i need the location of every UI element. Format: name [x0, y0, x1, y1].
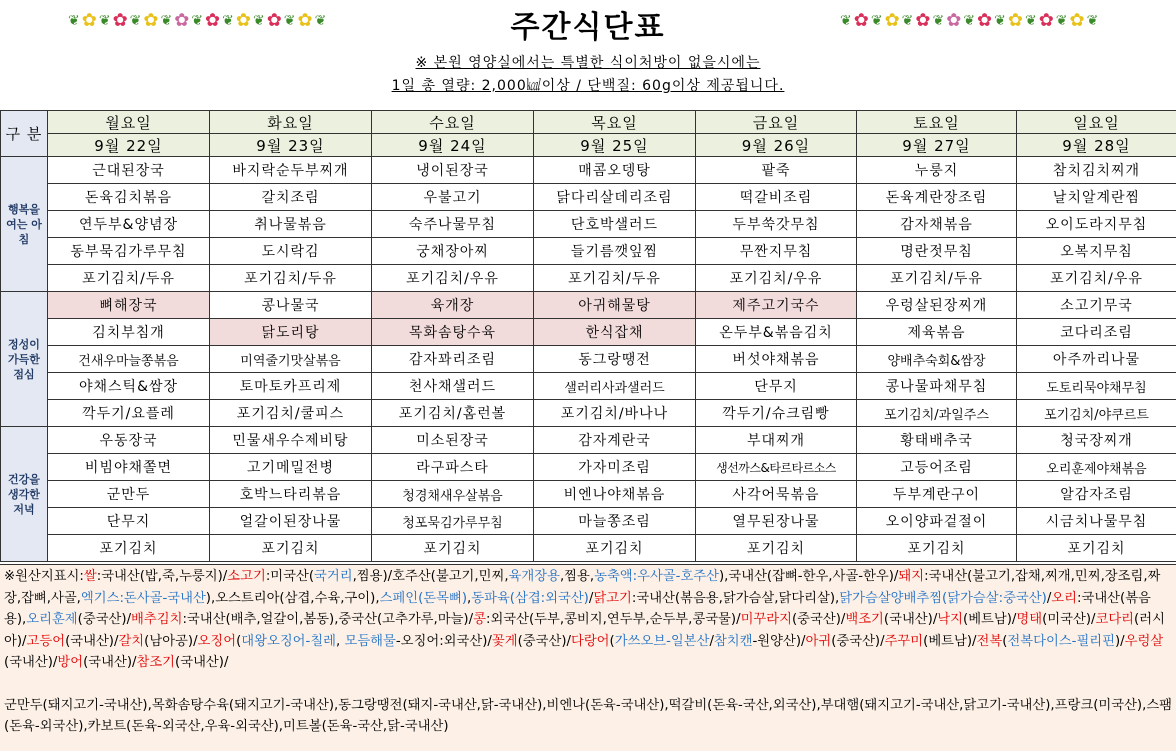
page-header [0, 0, 1176, 110]
menu-cell: 취나물볶음 [210, 211, 372, 238]
origin-segment: , [467, 590, 472, 606]
menu-cell: 냉이된장국 [372, 157, 534, 184]
menu-cell: 라구파스타 [372, 454, 534, 481]
origin-notice [0, 564, 1176, 751]
origin-segment: :국내산(불고기,잡채,찌개,민찌,장조림,짜장,잡뼈,사골, [4, 569, 1161, 606]
menu-cell: 팥죽 [696, 157, 857, 184]
origin-segment: (베트남)/ [923, 633, 977, 649]
origin-segment: / [1046, 590, 1052, 606]
menu-cell: 날치알계란찜 [1017, 184, 1176, 211]
menu-cell: 우불고기 [372, 184, 534, 211]
menu-cell: 떡갈비조림 [696, 184, 857, 211]
menu-cell: 우렁살된장찌개 [857, 292, 1017, 319]
origin-segment: 참조기 [136, 655, 176, 670]
menu-cell: 도토리묵야채무침 [1017, 373, 1176, 400]
day-date: 9월 23일 [210, 134, 372, 157]
origin-segment: (베트남)/ [963, 612, 1017, 627]
menu-cell: 포기김치 [210, 535, 372, 562]
menu-cell: 고등어조림 [857, 454, 1017, 481]
origin-segment: 콩 [473, 612, 486, 627]
menu-cell: 우동장국 [48, 427, 210, 454]
day-name: 수요일 [372, 111, 534, 134]
menu-cell: 호박느타리볶음 [210, 481, 372, 508]
menu-cell: 샐러리사과샐러드 [534, 373, 696, 400]
origin-segment: (중국산)/ [791, 612, 846, 627]
origin-segment: 대왕오징어-칠레 [241, 633, 337, 649]
menu-cell: 동부묵김가루무침 [48, 238, 210, 265]
processed-origin-text: 군만두(돼지고기-국내산),목화솜탕수육(돼지고기-국내산),동그랑땡전(돼지-국내산,닭-국내산),비엔나(돈육-국내산),떡갈비(돈육-국산,외국산),부대햄(돼지고기-국내산,닭고기-국내산),프랑크(미국산),스팸(돈육-외국산),카보트(돈육-외국산,우육-외국산),미트볼(돈육-국산,닭-국내산) [4, 697, 1173, 734]
menu-cell: 포기김치/두유 [857, 265, 1017, 292]
menu-cell: 제육볶음 [857, 319, 1017, 346]
origin-segment: / [709, 633, 714, 649]
menu-cell: 마늘쫑조림 [534, 508, 696, 535]
menu-cell: 포기김치 [696, 535, 857, 562]
menu-cell: 토마토카프리제 [210, 373, 372, 400]
origin-segment: ),오스트리아(삼겹,수육,구이), [205, 590, 380, 606]
menu-cell: 청경채새우살볶음 [372, 481, 534, 508]
menu-cell: 도시락김 [210, 238, 372, 265]
menu-cell: 포기김치 [857, 535, 1017, 562]
menu-cell: 궁채장아찌 [372, 238, 534, 265]
menu-cell: 단무지 [696, 373, 857, 400]
origin-segment: (국내산)/ [175, 655, 229, 670]
menu-cell: 민물새우수제비탕 [210, 427, 372, 454]
origin-segment: :국내산(볶음용), [4, 590, 1151, 627]
origin-segment: ,찜용, [559, 569, 595, 584]
menu-cell: 오복지무침 [1017, 238, 1176, 265]
origin-segment: 오징어 [197, 633, 237, 649]
menu-cell: 연두부&양념장 [48, 211, 210, 238]
menu-cell: 버섯야채볶음 [696, 346, 857, 373]
menu-cell: 군만두 [48, 481, 210, 508]
origin-segment: :미국산( [265, 569, 315, 584]
menu-cell: 포기김치 [372, 535, 534, 562]
menu-cell: 포기김치 [534, 535, 696, 562]
menu-cell: 포기김치/우유 [372, 265, 534, 292]
corner-label: 구 분 [1, 111, 48, 157]
origin-segment: 오리 [1051, 590, 1077, 606]
day-date: 9월 27일 [857, 134, 1017, 157]
menu-cell: 온두부&볶음김치 [696, 319, 857, 346]
origin-segment: ,찜용)/호주산(불고기,민찌, [352, 569, 509, 584]
flower-decoration-right: ❦ ✿ ❦ ✿ ❦ ✿ ❦ ✿ ❦ ✿ ❦ ✿ ❦ ✿ ❦ ✿ ❦ [840, 10, 1099, 31]
menu-cell: 포기김치/야쿠르트 [1017, 400, 1176, 427]
menu-cell: 포기김치/우유 [696, 265, 857, 292]
meal-label-breakfast: 행복을 여는 아침 [1, 157, 48, 292]
menu-cell: 김치부침개 [48, 319, 210, 346]
day-name: 금요일 [696, 111, 857, 134]
origin-segment: 전복 [976, 633, 1003, 649]
origin-segment: (국내산)/ [4, 655, 58, 670]
flower-decoration-left: ❦ ✿ ❦ ✿ ❦ ✿ ❦ ✿ ❦ ✿ ❦ ✿ ❦ ✿ ❦ ✿ ❦ [68, 10, 327, 31]
menu-cell: 갈치조림 [210, 184, 372, 211]
menu-cell: 숙주나물무침 [372, 211, 534, 238]
origin-segment: / [588, 590, 594, 606]
menu-cell: 동그랑땡전 [534, 346, 696, 373]
menu-cell: 콩나물파채무침 [857, 373, 1017, 400]
menu-cell: 포기김치 [1017, 535, 1176, 562]
origin-segment: 아귀 [805, 633, 832, 649]
origin-segment: 방어 [57, 655, 84, 670]
menu-cell: 감자채볶음 [857, 211, 1017, 238]
menu-cell: 양배추숙회&쌈장 [857, 346, 1017, 373]
origin-segment: (국내산)/ [883, 612, 938, 627]
meal-label-dinner: 건강을 생각한 저녁 [1, 427, 48, 562]
origin-segment: 오리훈제 [26, 612, 78, 627]
menu-cell: 포기김치/쿨피스 [210, 400, 372, 427]
origin-segment: 참치캔 [713, 633, 753, 649]
origin-segment: :국내산(밥,죽,누룽지)/ [96, 569, 228, 584]
menu-cell: 두부쑥갓무침 [696, 211, 857, 238]
page-title: 주간식단표 [510, 10, 666, 45]
menu-cell: 건새우마늘쫑볶음 [48, 346, 210, 373]
menu-cell: 포기김치/두유 [48, 265, 210, 292]
origin-segment: 쌀 [83, 569, 97, 584]
menu-cell: 제주고기국수 [696, 292, 857, 319]
origin-segment: ( [609, 633, 615, 649]
origin-segment: 고등어 [26, 633, 66, 649]
menu-cell: 단호박샐러드 [534, 211, 696, 238]
menu-cell: 포기김치/두유 [210, 265, 372, 292]
origin-segment: 낙지 [937, 612, 963, 627]
origin-segment: 갈치 [118, 633, 145, 649]
menu-cell: 알감자조림 [1017, 481, 1176, 508]
menu-cell: 참치김치찌개 [1017, 157, 1176, 184]
day-name: 일요일 [1017, 111, 1176, 134]
origin-segment: :외국산(두부,콩비지,연두부,순두부,콩국물)/ [485, 612, 741, 627]
menu-cell: 비엔나야채볶음 [534, 481, 696, 508]
menu-cell: 바지락순두부찌개 [210, 157, 372, 184]
day-name: 월요일 [48, 111, 210, 134]
menu-cell: 콩나물국 [210, 292, 372, 319]
menu-cell: 목화솜탕수육 [372, 319, 534, 346]
menu-cell: 야채스틱&쌈장 [48, 373, 210, 400]
menu-cell: 닭도리탕 [210, 319, 372, 346]
origin-segment: (국내산)/ [65, 633, 119, 649]
menu-cell: 포기김치/홈런볼 [372, 400, 534, 427]
origin-segment: (국내산)/ [83, 655, 137, 670]
origin-segment: 주꾸미 [884, 633, 924, 649]
origin-segment: , [336, 633, 345, 649]
origin-segment: (러시아)/ [4, 612, 1165, 649]
origin-segment: 꽃게 [491, 633, 518, 649]
origin-segment: 돼지 [898, 569, 925, 584]
origin-segment: :국내산(배추,얼갈이,봄동),중국산(고추가루,마늘)/ [182, 612, 474, 627]
day-date: 9월 22일 [48, 134, 210, 157]
weekly-menu-table [0, 110, 1176, 562]
menu-cell: 청포묵김가루무침 [372, 508, 534, 535]
origin-segment: (중국산)/ [517, 633, 571, 649]
menu-cell: 누룽지 [857, 157, 1017, 184]
origin-segment: ( [236, 633, 242, 649]
menu-cell: 깍두기/슈크림빵 [696, 400, 857, 427]
origin-segment: 전복다이스-필리핀 [1007, 633, 1115, 649]
menu-cell: 돈육계란장조림 [857, 184, 1017, 211]
menu-cell: 닭다리살데리조림 [534, 184, 696, 211]
origin-segment: 미꾸라지 [740, 612, 792, 627]
origin-segment: 국거리 [314, 569, 353, 584]
day-date: 9월 28일 [1017, 134, 1176, 157]
menu-cell: 고기메밀전병 [210, 454, 372, 481]
menu-cell: 깍두기/요플레 [48, 400, 210, 427]
menu-cell: 감자계란국 [534, 427, 696, 454]
menu-cell: 부대찌개 [696, 427, 857, 454]
day-name: 목요일 [534, 111, 696, 134]
menu-cell: 얼갈이된장나물 [210, 508, 372, 535]
origin-segment: 육개장용 [508, 569, 560, 584]
menu-cell: 오이양파겉절이 [857, 508, 1017, 535]
origin-segment: 엑기스:돈사골-국내산 [80, 590, 206, 606]
origin-segment: 가쓰오브-일본산 [614, 633, 710, 649]
menu-cell: 시금치나물무침 [1017, 508, 1176, 535]
origin-segment: 코다리 [1095, 612, 1135, 627]
menu-cell: 돈육김치볶음 [48, 184, 210, 211]
menu-cell: 들기름깻잎찜 [534, 238, 696, 265]
menu-cell: 육개장 [372, 292, 534, 319]
day-name: 토요일 [857, 111, 1017, 134]
menu-cell: 열무된장나물 [696, 508, 857, 535]
menu-cell: 소고기무국 [1017, 292, 1176, 319]
origin-segment: 소고기 [227, 569, 266, 584]
origin-segment: )/ [1114, 633, 1125, 649]
origin-segment: 명태 [1016, 612, 1043, 627]
menu-cell: 청국장찌개 [1017, 427, 1176, 454]
day-date: 9월 25일 [534, 134, 696, 157]
menu-cell: 근대된장국 [48, 157, 210, 184]
menu-cell: 오이도라지무침 [1017, 211, 1176, 238]
day-name: 화요일 [210, 111, 372, 134]
menu-cell: 포기김치/과일주스 [857, 400, 1017, 427]
meal-label-lunch: 정성이 가득한 점심 [1, 292, 48, 427]
origin-segment: 농축액:우사골-호주산 [594, 569, 719, 584]
menu-cell: 한식잡채 [534, 319, 696, 346]
origin-segment: ( [1002, 633, 1008, 649]
menu-cell: 가자미조림 [534, 454, 696, 481]
origin-segment: 우렁살 [1124, 633, 1164, 649]
menu-cell: 단무지 [48, 508, 210, 535]
menu-cell: 매콤오뎅탕 [534, 157, 696, 184]
origin-segment: (남아공)/ [144, 633, 198, 649]
origin-text [4, 566, 1172, 674]
menu-cell: 비빔야채쫄면 [48, 454, 210, 481]
menu-cell: 미소된장국 [372, 427, 534, 454]
menu-cell: 생선까스&타르타르소스 [696, 454, 857, 481]
menu-cell: 뼈해장국 [48, 292, 210, 319]
origin-segment: 닭고기 [593, 590, 632, 606]
origin-segment: 모듬해물 [344, 633, 396, 649]
menu-cell: 코다리조림 [1017, 319, 1176, 346]
origin-segment: 다랑어 [570, 633, 610, 649]
menu-cell: 아귀해물탕 [534, 292, 696, 319]
day-date: 9월 26일 [696, 134, 857, 157]
menu-cell: 오리훈제야채볶음 [1017, 454, 1176, 481]
menu-cell: 포기김치/두유 [534, 265, 696, 292]
origin-segment: -오징어:외국산)/ [395, 633, 492, 649]
menu-cell: 감자꽈리조림 [372, 346, 534, 373]
origin-segment: ※원산지표시: [4, 569, 84, 584]
menu-cell: 명란젓무침 [857, 238, 1017, 265]
menu-cell: 사각어묵볶음 [696, 481, 857, 508]
origin-segment: (중국산)/ [77, 612, 132, 627]
menu-cell: 아주까리나물 [1017, 346, 1176, 373]
nutrition-note-line2: 1일 총 열량: 2,000㎉이상 / 단백질: 60g이상 제공됩니다. [391, 78, 785, 94]
menu-cell: 두부계란구이 [857, 481, 1017, 508]
origin-segment: 동파육(삼겹:외국산) [471, 590, 589, 606]
origin-segment: :국내산(볶음용,닭가슴살,닭다리살), [631, 590, 840, 606]
origin-segment: 스페인(돈목뼈) [379, 590, 468, 606]
menu-cell: 미역줄기맛살볶음 [210, 346, 372, 373]
day-date: 9월 24일 [372, 134, 534, 157]
origin-segment: (미국산)/ [1042, 612, 1096, 627]
menu-cell: 포기김치/우유 [1017, 265, 1176, 292]
origin-segment: ),국내산(잡뼈-한우,사골-한우)/ [718, 569, 899, 584]
origin-segment: 닭가슴살양배추찜(닭가슴살:중국산) [839, 590, 1047, 606]
menu-cell: 포기김치/바나나 [534, 400, 696, 427]
menu-cell: 포기김치 [48, 535, 210, 562]
origin-segment: 배추김치 [131, 612, 183, 627]
origin-segment: -원양산)/ [752, 633, 806, 649]
menu-cell: 천사채샐러드 [372, 373, 534, 400]
menu-cell: 무짠지무침 [696, 238, 857, 265]
menu-cell: 황태배추국 [857, 427, 1017, 454]
nutrition-note-line1: ※ 본원 영양실에서는 특별한 식이처방이 없을시에는 [415, 55, 761, 71]
origin-segment: (중국산)/ [831, 633, 885, 649]
origin-segment: 백조기 [845, 612, 884, 627]
